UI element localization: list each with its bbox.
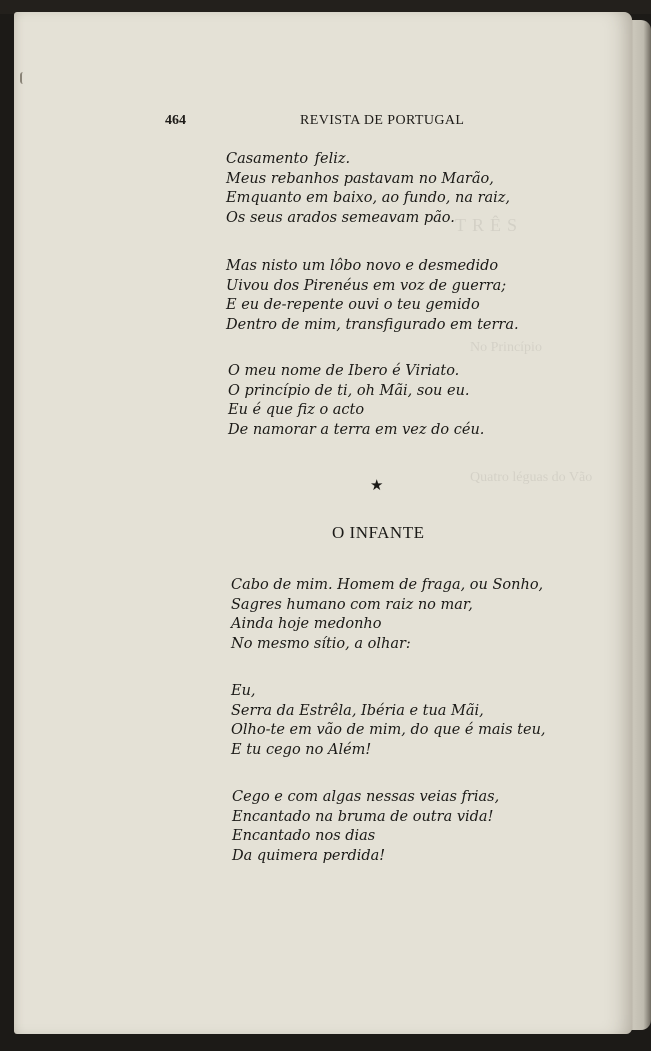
poem-line: Cabo de mim. Homem de fraga, ou Sonho, (231, 577, 544, 593)
poem-line: Eu, (231, 683, 256, 699)
stanza (228, 362, 484, 440)
poem-line: Meus rebanhos pastavam no Marão, (226, 170, 494, 187)
poem-line: Olho-te em vão de mim, do que é mais teu, (231, 722, 546, 738)
show-through-text: Quatro léguas do Vão (470, 470, 593, 485)
stanza (232, 788, 499, 866)
separator-star-icon: ★ (370, 476, 384, 494)
poem-line: O princípio de ti, oh Mãi, sou eu. (228, 382, 470, 399)
poem-line: Encantado na bruma de outra vida! (232, 808, 494, 825)
poem-line: Encantado nos dias (232, 828, 376, 844)
poem-title: O INFANTE (332, 523, 425, 542)
poem-line: Serra da Estrêla, Ibéria e tua Mãi, (231, 702, 484, 719)
show-through-text: TRÊS (455, 215, 524, 235)
poem-line: De namorar a terra em vez do céu. (228, 421, 485, 438)
page-number: 464 (165, 113, 186, 128)
poem-line: Cego e com algas nessas veias frias, (232, 789, 500, 805)
poem-line: Os seus arados semeavam pão. (226, 209, 455, 226)
poem-line: Da quimera perdida! (232, 847, 386, 864)
running-head: REVISTA DE PORTUGAL (300, 113, 465, 128)
poem-line: Emquanto em baixo, ao fundo, na raiz, (226, 190, 511, 206)
poem-line: E tu cego no Além! (231, 741, 372, 758)
stanza (231, 682, 546, 760)
poem-line: Casamento feliz. (226, 151, 351, 167)
binding-mark (20, 72, 26, 84)
poem-line: Mas nisto um lôbo novo e desmedido (226, 258, 499, 274)
poem-line: Sagres humano com raiz no mar, (231, 596, 473, 613)
stanza (231, 576, 543, 654)
stanza (226, 150, 510, 228)
poem-line: Dentro de mim, transfigurado em terra. (226, 316, 519, 333)
show-through-text: No Princípio (470, 340, 542, 355)
poem-line: Uivou dos Pirenéus em voz de guerra; (226, 277, 507, 294)
poem-line: E eu de-repente ouvi o teu gemido (226, 297, 480, 313)
poem-line: No mesmo sítio, a olhar: (231, 635, 411, 652)
poem-line: Eu é que fiz o acto (228, 402, 365, 418)
poem-line: O meu nome de Ibero é Viriato. (228, 363, 460, 379)
stanza (226, 257, 519, 335)
poem-line: Ainda hoje medonho (231, 616, 382, 632)
